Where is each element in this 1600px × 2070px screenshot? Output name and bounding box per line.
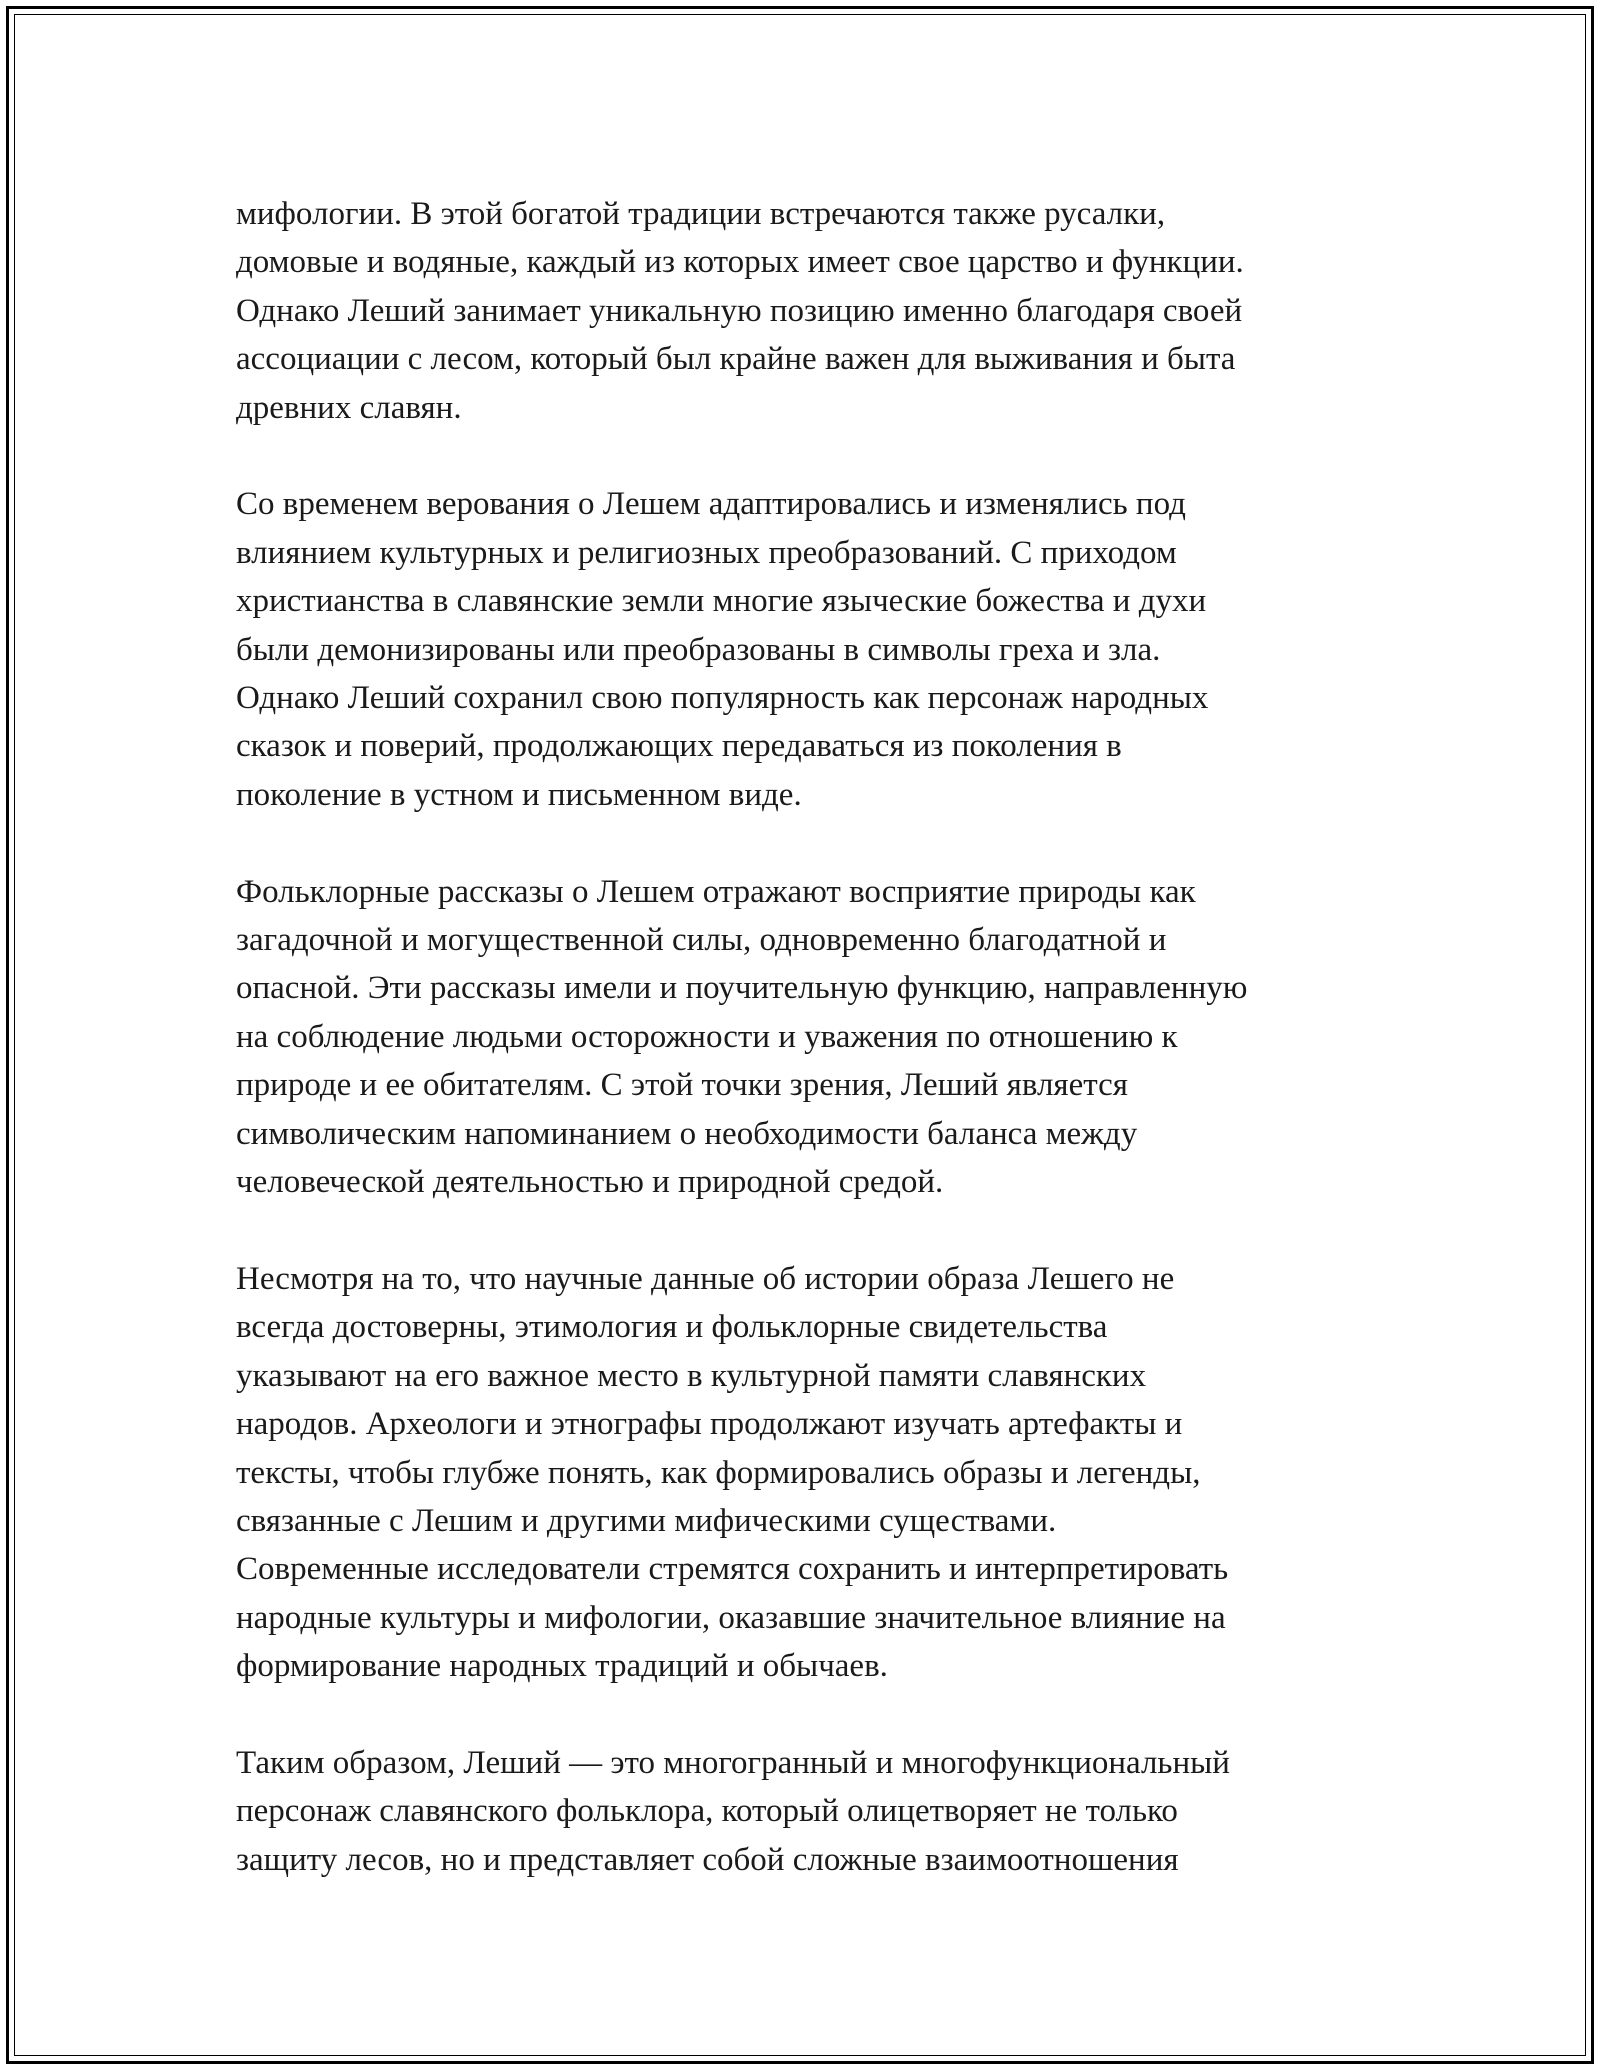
- text-line: на соблюдение людьми осторожности и уважения по отношению к: [236, 1018, 1178, 1055]
- text-line: народов. Археологи и этнографы продолжают изучать артефакты и: [236, 1406, 1183, 1443]
- paragraph-4: [236, 1255, 1376, 1691]
- text-line: человеческой деятельностью и природной средой.: [236, 1164, 944, 1201]
- text-line: Со временем верования о Лешем адаптировались и изменялись под: [236, 486, 1186, 523]
- text-line: влиянием культурных и религиозных преобразований. С приходом: [236, 534, 1177, 571]
- paragraph-2: [236, 480, 1376, 819]
- text-line: народные культуры и мифологии, оказавшие значительное влияние на: [236, 1599, 1226, 1636]
- text-line: указывают на его важное место в культурной памяти славянских: [236, 1357, 1147, 1394]
- text-line: Современные исследователи стремятся сохранить и интерпретировать: [236, 1551, 1229, 1588]
- text-line: связанные с Лешим и другими мифическими существами.: [236, 1502, 1057, 1539]
- text-line: ассоциации с лесом, который был крайне важен для выживания и быта: [236, 341, 1236, 378]
- text-line: защиту лесов, но и представляет собой сложные взаимоотношения: [236, 1841, 1179, 1878]
- text-line: древних славян.: [236, 389, 462, 426]
- paragraph-1: [236, 190, 1376, 432]
- text-line: поколение в устном и письменном виде.: [236, 776, 802, 813]
- text-line: домовые и водяные, каждый из которых имеет свое царство и функции.: [236, 244, 1244, 281]
- text-line: персонаж славянского фольклора, который олицетворяет не только: [236, 1793, 1178, 1830]
- text-line: природе и ее обитателям. С этой точки зрения, Леший является: [236, 1067, 1128, 1104]
- document-body: [236, 190, 1376, 1933]
- text-line: Фольклорные рассказы о Лешем отражают восприятие природы как: [236, 873, 1196, 910]
- text-line: сказок и поверий, продолжающих передаваться из поколения в: [236, 728, 1122, 765]
- text-line: формирование народных традиций и обычаев.: [236, 1648, 888, 1685]
- paragraph-5: [236, 1739, 1376, 1884]
- text-line: символическим напоминанием о необходимости баланса между: [236, 1115, 1138, 1152]
- paragraph-3: [236, 868, 1376, 1207]
- text-line: Несмотря на то, что научные данные об истории образа Лешего не: [236, 1260, 1175, 1297]
- text-line: христианства в славянские земли многие языческие божества и духи: [236, 583, 1207, 620]
- text-line: опасной. Эти рассказы имели и поучительную функцию, направленную: [236, 970, 1248, 1007]
- text-line: были демонизированы или преобразованы в символы греха и зла.: [236, 631, 1161, 668]
- text-line: тексты, чтобы глубже понять, как формировались образы и легенды,: [236, 1454, 1201, 1491]
- text-line: загадочной и могущественной силы, одновременно благодатной и: [236, 922, 1167, 959]
- text-line: мифологии. В этой богатой традиции встречаются также русалки,: [236, 196, 1166, 232]
- text-line: всегда достоверны, этимология и фольклорные свидетельства: [236, 1309, 1108, 1346]
- text-line: Однако Леший занимает уникальную позицию именно благодаря своей: [236, 292, 1243, 329]
- text-line: Однако Леший сохранил свою популярность как персонаж народных: [236, 680, 1209, 717]
- text-line: Таким образом, Леший — это многогранный и многофункциональный: [236, 1744, 1230, 1781]
